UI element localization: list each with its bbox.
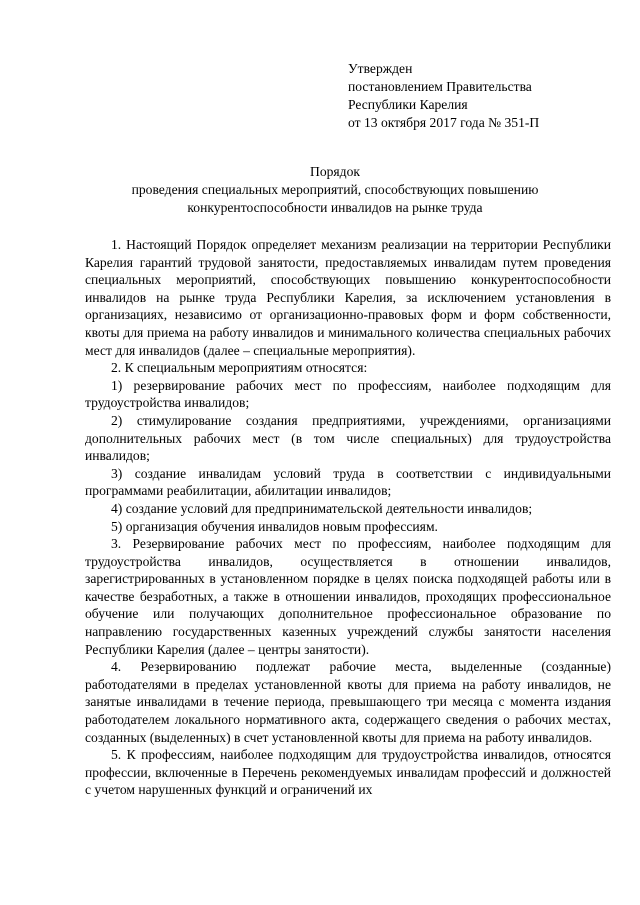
- document-body: [85, 236, 611, 799]
- approval-line-date-number: от 13 октября 2017 года № 351-П: [348, 115, 540, 130]
- paragraph-4: 4. Резервированию подлежат рабочие места, выделенные (созданные) работодателями в пределах установленной квоты для приема на работу инвалидов, не занятые инвалидами в течение периода, превышающего три месяца с момента издания работодателем локального нормативного акта, содержащего сведения о рабочих местах, созданных (выделенных) в счет установленной квоты для приема на работу инвалидов.: [85, 659, 611, 745]
- approval-line-resolution: постановлением Правительства: [348, 79, 532, 94]
- paragraph-2-item-3: 3) создание инвалидам условий труда в соответствии с индивидуальными программами реабилитации, абилитации инвалидов;: [85, 465, 611, 499]
- document-title: [85, 163, 585, 217]
- paragraph-2-item-1: 1) резервирование рабочих мест по профессиям, наиболее подходящим для трудоустройства инвалидов;: [85, 377, 611, 411]
- title-line-1: Порядок: [310, 164, 360, 179]
- title-line-3: конкурентоспособности инвалидов на рынке труда: [187, 200, 483, 215]
- paragraph-3: 3. Резервирование рабочих мест по профессиям, наиболее подходящим для трудоустройства инвалидов, осуществляется в отношении инвалидов, зарегистрированных в установленном порядке в целях поиска подходящей работы или в качестве безработных, а также в отношении инвалидов, проходящих профессиональное обучение или получающих дополнительное профессиональное образование по направлению государственных казенных учреждений службы занятости населения Республики Карелия (далее – центры занятости).: [85, 536, 611, 657]
- paragraph-5: 5. К профессиям, наиболее подходящим для трудоустройства инвалидов, относятся профессии, включенные в Перечень рекомендуемых инвалидам профессий и должностей с учетом нарушенных функций и ограничений их: [85, 747, 611, 798]
- approval-line-approved: Утвержден: [348, 61, 413, 76]
- approval-line-government: Республики Карелия: [348, 97, 468, 112]
- title-line-2: проведения специальных мероприятий, способствующих повышению: [131, 182, 539, 197]
- paragraph-1: 1. Настоящий Порядок определяет механизм реализации на территории Республики Карелия гарантий трудовой занятости, предоставляемых инвалидам путем проведения специальных мероприятий, способствующих повышению конкурентоспособности инвалидов на рынке труда Республики Карелия, за исключением установления в организациях, независимо от организационно-правовых форм и форм собственности, квоты для приема на работу инвалидов и минимального количества специальных рабочих мест для инвалидов (далее – специальные мероприятия).: [85, 237, 611, 358]
- paragraph-2-item-2: 2) стимулирование создания предприятиями, учреждениями, организациями дополнительных рабочих мест (в том числе специальных) для трудоустройства инвалидов;: [85, 412, 611, 464]
- paragraph-2: 2. К специальным мероприятиям относятся:: [111, 360, 368, 376]
- paragraph-2-item-4: 4) создание условий для предпринимательской деятельности инвалидов;: [111, 500, 533, 516]
- paragraph-2-item-5: 5) организация обучения инвалидов новым профессиям.: [111, 518, 438, 534]
- approval-block: [348, 60, 608, 132]
